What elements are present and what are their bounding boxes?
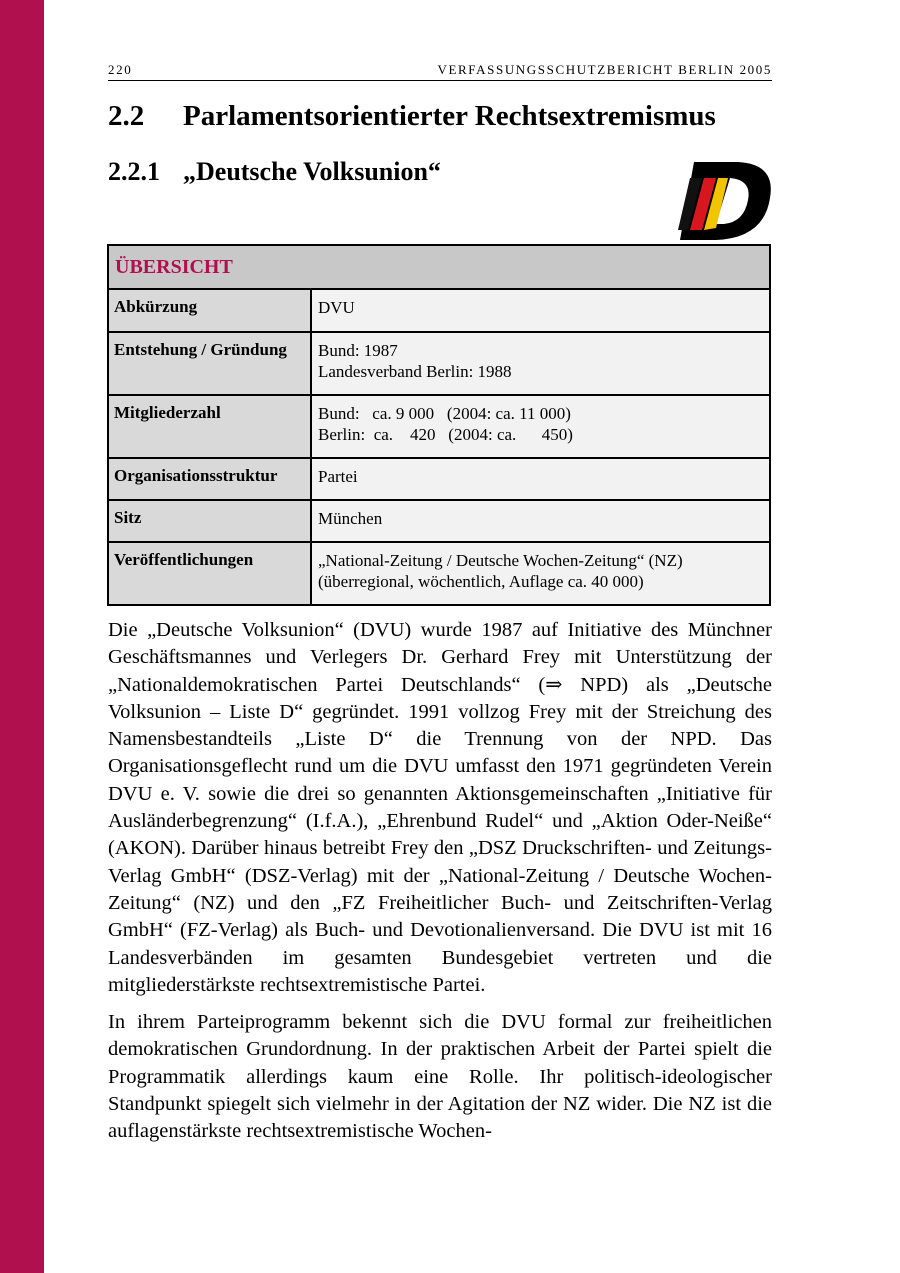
running-title: VERFASSUNGSSCHUTZBERICHT BERLIN 2005 bbox=[437, 62, 772, 77]
row-value-line: Bund: ca. 9 000 (2004: ca. 11 000) bbox=[318, 404, 571, 423]
row-value bbox=[311, 542, 770, 605]
table-row bbox=[108, 332, 770, 395]
table-row bbox=[108, 395, 770, 458]
row-label: Abkürzung bbox=[108, 289, 311, 332]
table-row bbox=[108, 500, 770, 542]
dvu-logo bbox=[676, 158, 776, 244]
row-value-line: Berlin: ca. 420 (2004: ca. 450) bbox=[318, 425, 573, 444]
row-value bbox=[311, 500, 770, 542]
row-value bbox=[311, 332, 770, 395]
row-value-line: Partei bbox=[318, 467, 358, 486]
overview-heading: ÜBERSICHT bbox=[108, 245, 770, 289]
body-text bbox=[108, 617, 772, 1156]
page-number: 220 bbox=[108, 62, 133, 77]
row-value-line: München bbox=[318, 509, 383, 528]
running-header bbox=[108, 62, 772, 81]
subsection-number: 2.2.1 bbox=[108, 157, 160, 186]
row-label: Entstehung / Gründung bbox=[108, 332, 311, 395]
page-margin-bar bbox=[0, 0, 44, 1273]
row-value bbox=[311, 458, 770, 500]
row-value bbox=[311, 395, 770, 458]
row-value-line: Landesverband Berlin: 1988 bbox=[318, 362, 512, 381]
row-label: Veröffentlichungen bbox=[108, 542, 311, 605]
row-value-line: „National-Zeitung / Deutsche Wochen-Zeitung“ (NZ) bbox=[318, 551, 683, 570]
table-row bbox=[108, 289, 770, 332]
paragraph: In ihrem Parteiprogramm bekennt sich die DVU formal zur freiheitlichen demokratischen Grundordnung. In der praktischen Arbeit der Partei spielt die Programmatik allerdings kaum eine Rolle. Ihr politisch-ideologischer Standpunkt spiegelt sich vielmehr in der Agitation der NZ wider. Die NZ ist die auflagenstärkste rechtsextremistische Wochen- bbox=[108, 1011, 772, 1143]
overview-table bbox=[107, 244, 771, 606]
table-row bbox=[108, 542, 770, 605]
row-value-line: (überregional, wöchentlich, Auflage ca. 40 000) bbox=[318, 572, 644, 591]
subsection-title: „Deutsche Volksunion“ bbox=[183, 157, 441, 186]
overview-heading-row bbox=[108, 245, 770, 289]
subsection-heading bbox=[108, 157, 441, 187]
row-value-line: Bund: 1987 bbox=[318, 341, 398, 360]
section-heading bbox=[108, 100, 716, 133]
section-title: Parlamentsorientierter Rechtsextremismus bbox=[183, 100, 716, 132]
row-label: Sitz bbox=[108, 500, 311, 542]
row-value-line: DVU bbox=[318, 298, 355, 317]
row-value bbox=[311, 289, 770, 332]
row-label: Mitgliederzahl bbox=[108, 395, 311, 458]
section-number: 2.2 bbox=[108, 100, 145, 132]
row-label: Organisationsstruktur bbox=[108, 458, 311, 500]
table-row bbox=[108, 458, 770, 500]
paragraph: Die „Deutsche Volksunion“ (DVU) wurde 1987 auf Initiative des Münchner Geschäftsmannes und Verlegers Dr. Gerhard Frey mit Unterstützung der „Nationaldemokratischen Partei Deutschlands“ (⇒ NPD) als „Deutsche Volksunion – Liste D“ gegründet. 1991 vollzog Frey mit der Streichung des Namensbestandteils „Liste D“ die Trennung von der NPD. Das Organisationsgeflecht rund um die DVU umfasst den 1971 gegründeten Verein DVU e. V. sowie die drei so genannten Aktionsgemeinschaften „Initiative für Ausländerbegrenzung“ (I.f.A.), „Ehrenbund Rudel“ und „Aktion Oder-Neiße“ (AKON). Darüber hinaus betreibt Frey den „DSZ Druckschriften- und Zeitungs-Verlag GmbH“ (DSZ-Verlag) mit der „National-Zeitung / Deutsche Wochen-Zeitung“ (NZ) und den „FZ Freiheitlicher Buch- und Zeitschriften-Verlag GmbH“ (FZ-Verlag) als Buch- und Devotionalienversand. Die DVU ist mit 16 Landesverbänden im gesamten Bundesgebiet vertreten und die mitgliederstärkste rechtsextremistische Partei. bbox=[108, 619, 772, 996]
